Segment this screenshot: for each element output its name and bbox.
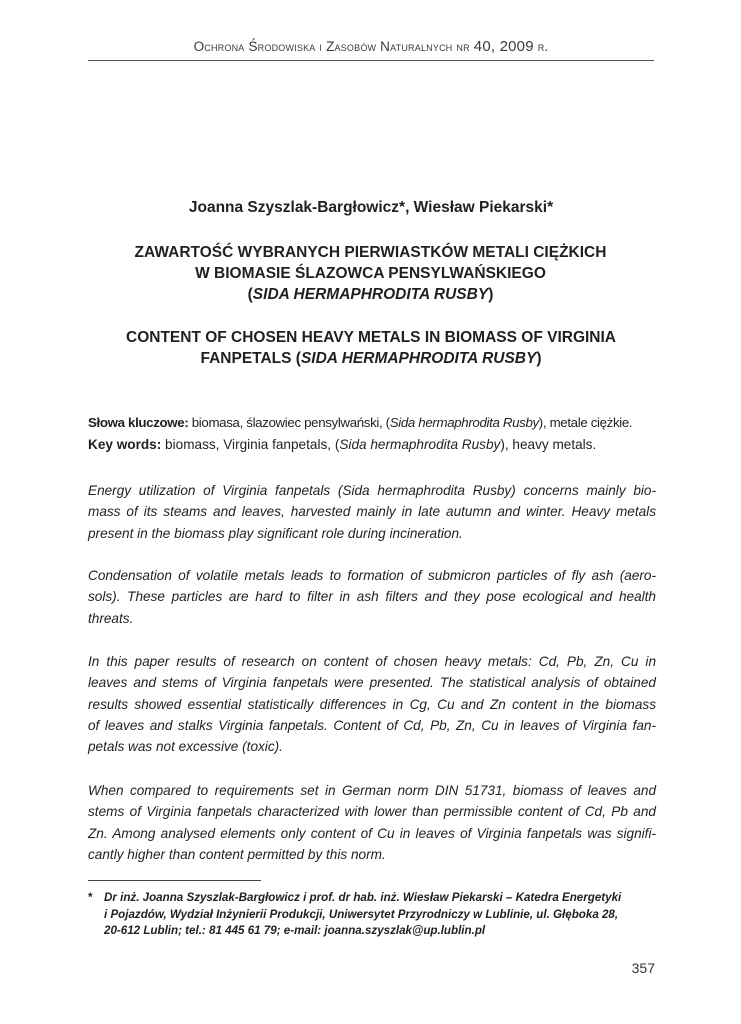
title-pl-line: ZAWARTOŚĆ WYBRANYCH PIERWIASTKÓW METALI CIĘŻKICH xyxy=(134,244,607,261)
keywords-pl-label: Słowa kluczowe: xyxy=(88,415,189,430)
title-en-prefix: FANPETALS ( xyxy=(200,350,301,367)
abstract-line: leaves and stems of Virginia fanpetals were presented. The statistical analysis of obtained xyxy=(88,675,656,691)
title-pl-paren-close: ) xyxy=(488,286,494,303)
title-en-line: CONTENT OF CHOSEN HEAVY METALS IN BIOMASS OF VIRGINIA xyxy=(126,329,616,346)
keywords-en-label: Key words: xyxy=(88,437,162,452)
abstract-line: When compared to requirements set in German norm DIN 51731, biomass of leaves and xyxy=(88,783,656,798)
footnote-line: Dr inż. Joanna Szyszlak-Bargłowicz i prof. dr hab. inż. Wiesław Piekarski – Katedra Energetyki xyxy=(104,891,622,904)
title-english xyxy=(90,327,652,369)
abstract-paragraph xyxy=(88,651,656,757)
keywords-en-species: Sida hermaphrodita Rusby xyxy=(339,437,501,452)
title-pl-line xyxy=(100,284,641,305)
abstract-line: mass of its steams and leaves, harvested mainly in late autumn and winter. Heavy metals xyxy=(88,504,656,520)
title-pl-paren-open: ( xyxy=(247,286,253,303)
keywords-en-after: ), heavy metals. xyxy=(500,437,597,452)
keywords-polish xyxy=(88,415,668,430)
title-en-species: SIDA HERMAPHRODITA RUSBY xyxy=(300,350,537,367)
keywords-pl-before: biomasa, ślazowiec pensylwański, ( xyxy=(188,415,390,430)
abstract-line: Zn. Among analysed elements only content of Cu in leaves of Virginia fanpetals was signifi- xyxy=(88,825,656,841)
abstract-line: results showed essential statistically differences in Cg, Cu and Zn content in the biomass xyxy=(88,696,656,712)
issue-prefix: nr xyxy=(456,39,470,54)
abstract-line: present in the biomass play significant role during incineration. xyxy=(88,525,463,541)
abstract-line: of leaves and stalks Virginia fanpetals. Content of Cd, Pb, Zn, Cu in leaves of Virginia fan- xyxy=(88,717,656,733)
issue-number: 40, 2009 xyxy=(473,38,534,55)
journal-name: Ochrona Środowiska i Zasobów Naturalnych xyxy=(193,39,453,54)
abstract-line: threats. xyxy=(88,610,134,626)
abstract-paragraph xyxy=(88,780,656,865)
title-en-paren-close: ) xyxy=(536,350,542,367)
keywords-english xyxy=(88,437,668,452)
footnote-rule xyxy=(88,880,261,881)
keywords-pl-after: ), metale ciężkie. xyxy=(538,415,633,430)
abstract-line: stems of Virginia fanpetals characterized with lower than permissible content of Cd, Pb and xyxy=(88,804,656,820)
title-polish xyxy=(100,242,641,305)
authors: Joanna Szyszlak-Bargłowicz*, Wiesław Piekarski* xyxy=(188,199,554,216)
abstract-line: sols). These particles are hard to filter in ash filters and they pose ecological and health xyxy=(88,589,656,605)
header-rule xyxy=(88,60,654,61)
year-suffix: r. xyxy=(537,39,549,54)
abstract-line: In this paper results of research on content of chosen heavy metals: Cd, Pb, Zn, Cu in xyxy=(88,654,656,669)
title-en-line xyxy=(90,348,652,369)
title-pl-line: W BIOMASIE ŚLAZOWCA PENSYLWAŃSKIEGO xyxy=(195,265,546,282)
keywords-pl-species: Sida hermaphrodita Rusby xyxy=(389,415,539,430)
abstract-line: petals was not excessive (toxic). xyxy=(88,739,283,755)
abstract-paragraph xyxy=(88,480,656,544)
keywords-en-before: biomass, Virginia fanpetals, ( xyxy=(161,437,340,452)
footnote-line: 20-612 Lublin; tel.: 81 445 61 79; e-mail: joanna.szyszlak@up.lublin.pl xyxy=(104,924,486,937)
abstract-paragraph xyxy=(88,565,656,629)
title-pl-species: SIDA HERMAPHRODITA RUSBY xyxy=(252,286,489,303)
footnote-body xyxy=(104,890,658,940)
abstract-line: Condensation of volatile metals leads to formation of submicron particles of fly ash (aero- xyxy=(88,568,656,583)
running-head xyxy=(88,38,654,60)
page-number: 357 xyxy=(631,960,655,976)
abstract-line: Energy utilization of Virginia fanpetals (Sida hermaphrodita Rusby) concerns mainly bio- xyxy=(88,483,656,498)
footnote-line: i Pojazdów, Wydział Inżynierii Produkcji, Uniwersytet Przyrodniczy w Lublinie, ul. Głęboka 28, xyxy=(104,907,619,921)
footnote xyxy=(88,890,658,940)
abstract-line: cantly higher than content permitted by this norm. xyxy=(88,846,386,862)
footnote-mark: * xyxy=(88,891,93,904)
